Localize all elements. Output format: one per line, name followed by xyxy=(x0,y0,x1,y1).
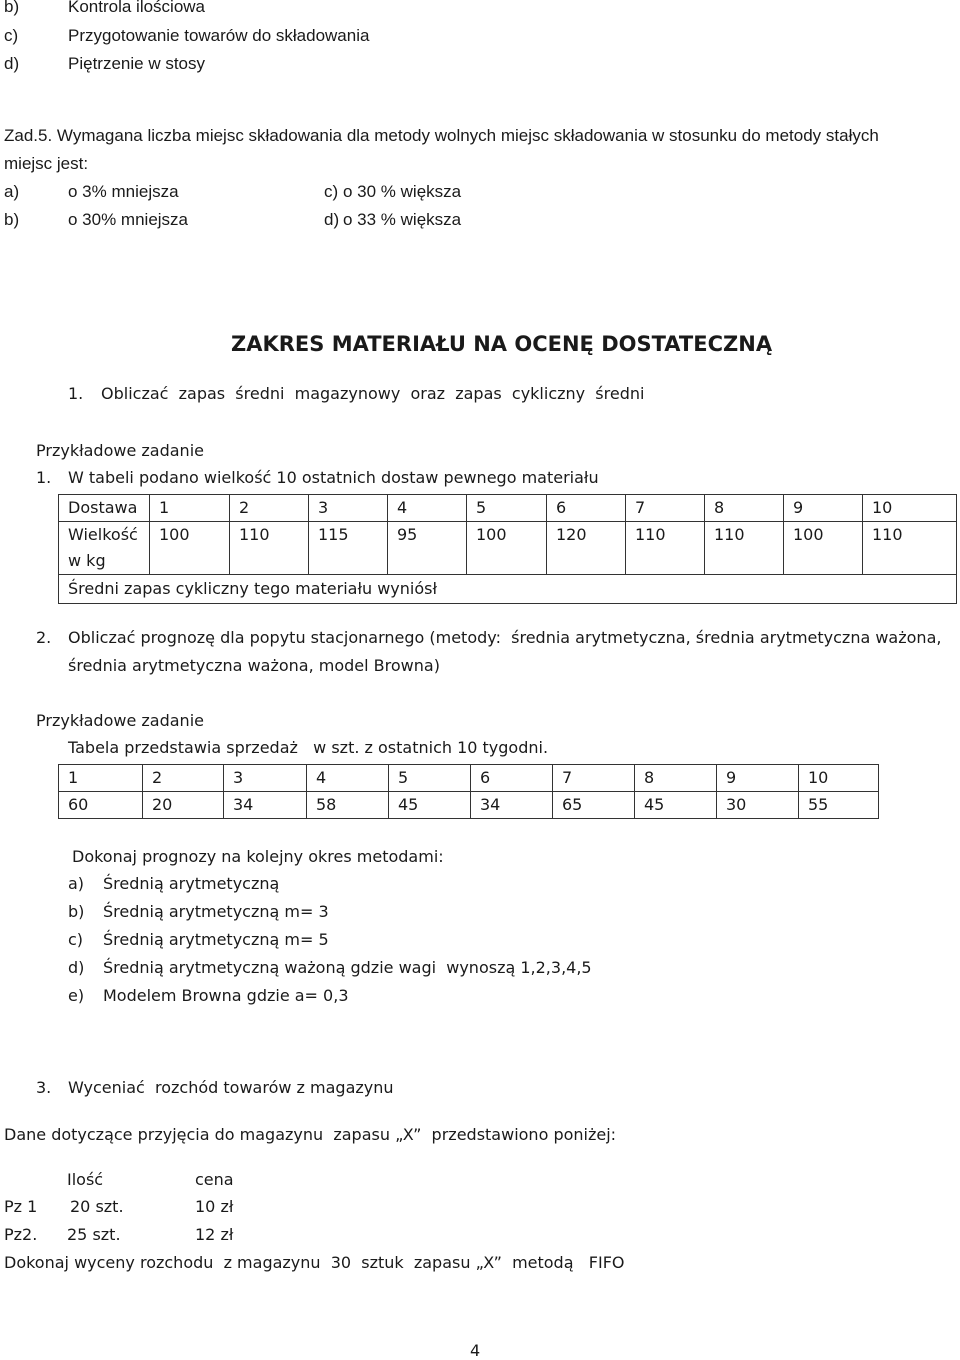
row-label: Pz2. xyxy=(4,1225,38,1244)
item-number: 3. xyxy=(36,1078,52,1097)
table-cell: 58 xyxy=(307,792,389,819)
row-header-delivery: Dostawa xyxy=(59,495,150,522)
row-header-line: w kg xyxy=(68,551,106,570)
table-cell: 45 xyxy=(635,792,717,819)
method-item-c xyxy=(68,930,329,949)
sales-table xyxy=(58,764,879,819)
item2-line1 xyxy=(36,628,942,647)
top-list-item-c xyxy=(4,26,370,46)
table-cell: 1 xyxy=(150,495,230,522)
table-cell: 110 xyxy=(705,522,784,575)
table-cell: 110 xyxy=(626,522,705,575)
col-header-qty: Ilość xyxy=(67,1170,104,1189)
table-cell: 34 xyxy=(224,792,307,819)
item3-line xyxy=(36,1078,394,1097)
zad5-option-b xyxy=(4,210,189,230)
zad5-question-line2: miejsc jest: xyxy=(4,154,89,173)
option-text: o 3% mniejsza xyxy=(68,182,179,201)
row-qty: 25 szt. xyxy=(67,1225,121,1244)
table-cell: 65 xyxy=(553,792,635,819)
table-cell: 9 xyxy=(717,765,799,792)
item-text: Obliczać zapas średni magazynowy oraz zapas cykliczny średni xyxy=(101,384,645,403)
method-item-e xyxy=(68,986,349,1005)
table-cell: 10 xyxy=(799,765,879,792)
option-letter: c) xyxy=(324,182,339,201)
table-cell: 6 xyxy=(471,765,553,792)
table-cell: 115 xyxy=(309,522,388,575)
list-letter: d) xyxy=(4,54,20,73)
zad5-question-line1: Zad.5. Wymagana liczba miejsc składowania dla metody wolnych miejsc składowania w stosunku do metody stałych xyxy=(4,126,879,145)
table-row xyxy=(59,792,879,819)
table-cell: 1 xyxy=(59,765,143,792)
table-cell: 120 xyxy=(547,522,626,575)
table-row xyxy=(59,575,957,604)
item-number: 1. xyxy=(68,384,84,403)
table-cell: 95 xyxy=(388,522,467,575)
table-cell: 45 xyxy=(389,792,471,819)
row-price: 12 zł xyxy=(195,1225,234,1244)
col-header-price: cena xyxy=(195,1170,234,1189)
list-text: Przygotowanie towarów do składowania xyxy=(68,26,370,45)
item2-line2: średnia arytmetyczna ważona, model Browna) xyxy=(68,656,440,675)
item-number: 2. xyxy=(36,628,52,647)
table-row xyxy=(59,495,957,522)
table-cell: 4 xyxy=(388,495,467,522)
task-text: W tabeli podano wielkość 10 ostatnich dostaw pewnego materiału xyxy=(68,468,599,487)
item1-line xyxy=(68,384,645,403)
row-price: 10 zł xyxy=(195,1197,234,1216)
table-cell: 7 xyxy=(626,495,705,522)
method-letter: e) xyxy=(68,986,85,1005)
item-text: Wyceniać rozchód towarów z magazynu xyxy=(68,1078,394,1097)
table-cell: 4 xyxy=(307,765,389,792)
table-cell: 9 xyxy=(784,495,863,522)
option-letter: d) xyxy=(324,210,340,229)
table-cell: 2 xyxy=(230,495,309,522)
table-cell: 100 xyxy=(467,522,547,575)
zad5-option-c xyxy=(324,182,462,202)
table-cell: 10 xyxy=(863,495,957,522)
item3-final-line: Dokonaj wyceny rozchodu z magazynu 30 sztuk zapasu „X” metodą FIFO xyxy=(4,1253,625,1272)
table-cell: 110 xyxy=(230,522,309,575)
method-item-a xyxy=(68,874,280,893)
method-letter: d) xyxy=(68,958,85,977)
table-cell: 100 xyxy=(784,522,863,575)
method-letter: b) xyxy=(68,902,85,921)
row-header-line: Wielkość xyxy=(68,525,138,544)
table-cell: 5 xyxy=(467,495,547,522)
table-cell: 60 xyxy=(59,792,143,819)
item1-example-label: Przykładowe zadanie xyxy=(36,441,204,460)
option-text: o 33 % większa xyxy=(343,210,462,229)
method-text: Średnią arytmetyczną ważoną gdzie wagi wynoszą 1,2,3,4,5 xyxy=(103,958,592,977)
option-letter: a) xyxy=(4,182,20,201)
item2-example-label: Przykładowe zadanie xyxy=(36,711,204,730)
zad5-option-d xyxy=(324,210,462,230)
method-item-b xyxy=(68,902,329,921)
task-number: 1. xyxy=(36,468,52,487)
item1-task xyxy=(36,468,599,487)
table-cell: 3 xyxy=(309,495,388,522)
item3-data-line: Dane dotyczące przyjęcia do magazynu zapasu „X” przedstawiono poniżej: xyxy=(4,1125,617,1144)
item2-instruction: Dokonaj prognozy na kolejny okres metodami: xyxy=(72,847,444,866)
list-text: Piętrzenie w stosy xyxy=(68,54,205,73)
table-cell: 7 xyxy=(553,765,635,792)
table-cell: 100 xyxy=(150,522,230,575)
item2-table-caption: Tabela przedstawia sprzedaż w szt. z ostatnich 10 tygodni. xyxy=(68,738,549,757)
table-cell: 5 xyxy=(389,765,471,792)
page-number: 4 xyxy=(470,1341,481,1360)
table-cell: 110 xyxy=(863,522,957,575)
table-cell: 3 xyxy=(224,765,307,792)
list-letter: b) xyxy=(4,0,20,16)
option-text: o 30% mniejsza xyxy=(68,210,189,229)
method-item-d xyxy=(68,958,592,977)
item-text: Obliczać prognozę dla popytu stacjonarnego (metody: średnia arytmetyczna, średnia arytmetyczna ważona, xyxy=(68,628,942,647)
section-heading: ZAKRES MATERIAŁU NA OCENĘ DOSTATECZNĄ xyxy=(231,332,773,356)
method-letter: c) xyxy=(68,930,84,949)
method-letter: a) xyxy=(68,874,85,893)
deliveries-table xyxy=(58,494,957,604)
table-cell: 30 xyxy=(717,792,799,819)
table-cell: 6 xyxy=(547,495,626,522)
table-cell: 20 xyxy=(143,792,224,819)
table-cell: 34 xyxy=(471,792,553,819)
table-cell: 8 xyxy=(705,495,784,522)
table-row xyxy=(59,765,879,792)
zad5-option-a xyxy=(4,182,179,202)
top-list-item-d xyxy=(4,54,205,74)
option-text: o 30 % większa xyxy=(343,182,462,201)
method-text: Średnią arytmetyczną m= 3 xyxy=(103,902,329,921)
row-header-size xyxy=(59,522,150,575)
table-cell: 8 xyxy=(635,765,717,792)
row-qty: 20 szt. xyxy=(70,1197,124,1216)
option-letter: b) xyxy=(4,210,20,229)
method-text: Modelem Browna gdzie a= 0,3 xyxy=(103,986,349,1005)
list-letter: c) xyxy=(4,26,19,45)
table-cell: 55 xyxy=(799,792,879,819)
table-cell: 2 xyxy=(143,765,224,792)
table-row xyxy=(59,522,957,575)
top-list-item-b xyxy=(4,0,206,17)
receipt-row-pz1 xyxy=(4,1197,234,1216)
row-label: Pz 1 xyxy=(4,1197,38,1216)
method-text: Średnią arytmetyczną m= 5 xyxy=(103,930,329,949)
method-text: Średnią arytmetyczną xyxy=(103,874,280,893)
table-footer: Średni zapas cykliczny tego materiału wyniósł xyxy=(59,575,957,604)
list-text: Kontrola ilościowa xyxy=(68,0,206,16)
receipt-row-pz2 xyxy=(4,1225,234,1244)
